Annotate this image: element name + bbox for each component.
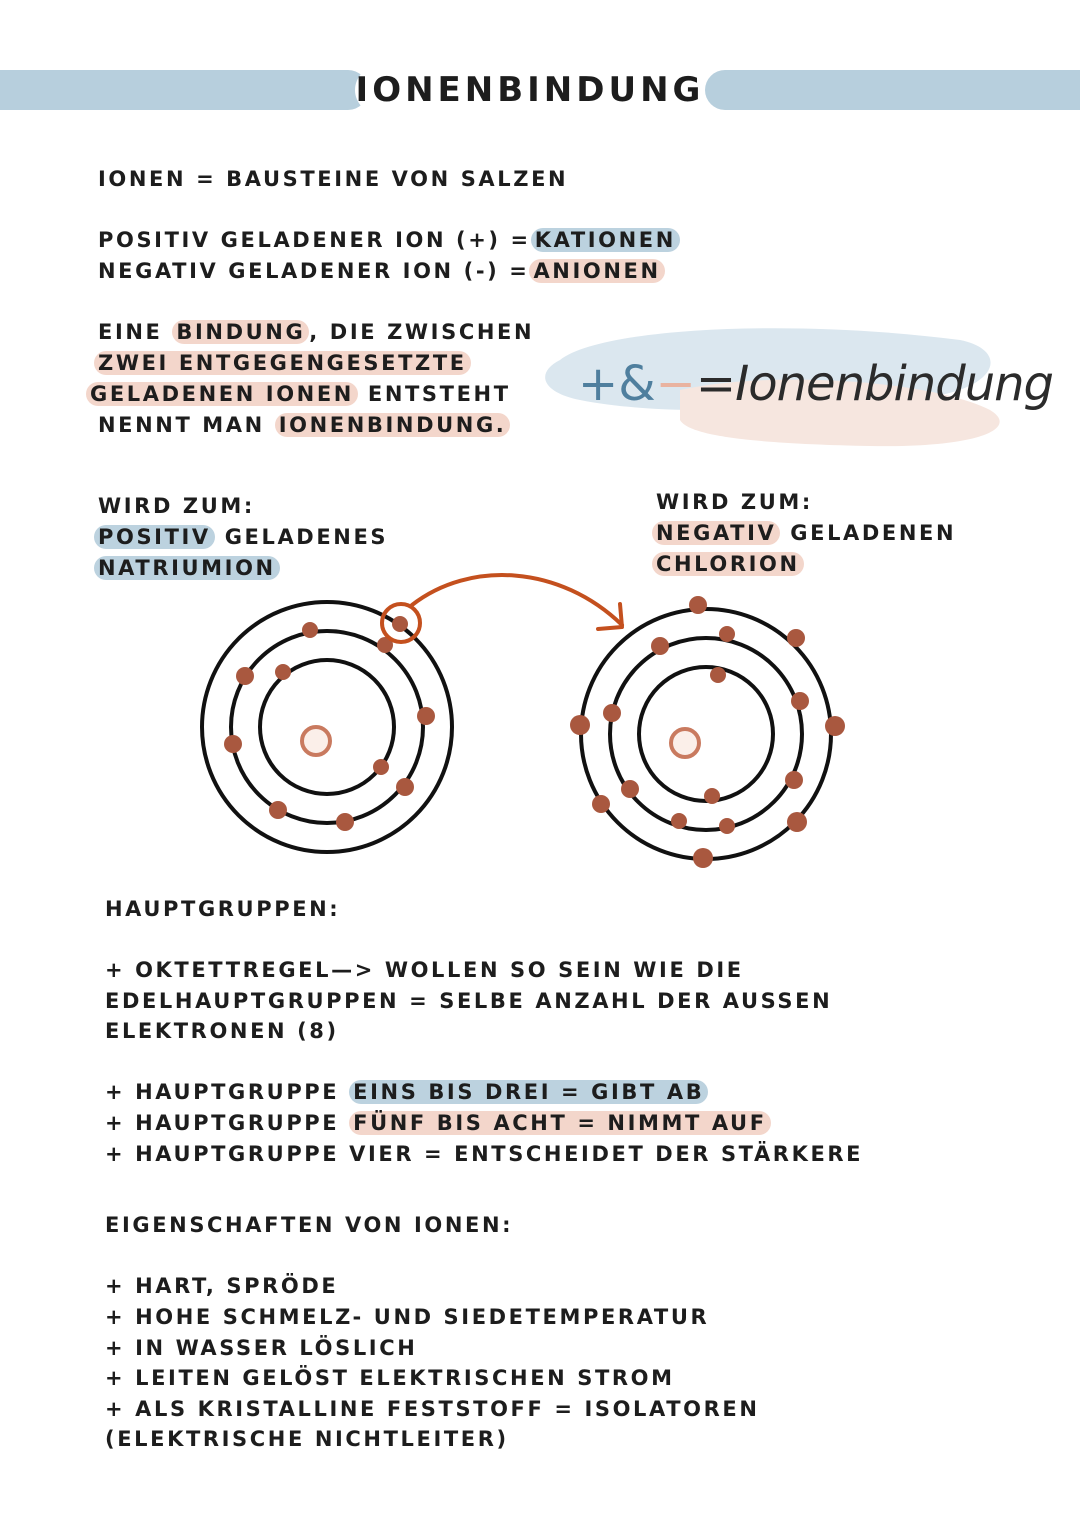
- electron: [787, 629, 805, 647]
- hauptgruppe-bullet-1: [105, 1078, 708, 1106]
- hauptgruppe-text: + HAUPTGRUPPE: [105, 1111, 350, 1135]
- kationen-term: KATIONEN: [531, 228, 680, 252]
- eigenschaften-heading: EIGENSCHAFTEN VON IONEN:: [105, 1213, 514, 1237]
- electron: [236, 667, 254, 685]
- sodium-text: GELADENES: [214, 525, 389, 549]
- electron: [689, 596, 707, 614]
- nimmt-auf-highlight: FÜNF BIS ACHT = NIMMT AUF: [349, 1111, 771, 1135]
- sodium-nucleus: [302, 727, 330, 755]
- eigenschaft-item: + ALS KRISTALLINE FESTSTOFF = ISOLATOREN: [105, 1397, 760, 1421]
- gibt-ab-highlight: EINS BIS DREI = GIBT AB: [349, 1080, 708, 1104]
- chlorine-label-1: WIRD ZUM:: [656, 490, 813, 514]
- definition-text: ENTSTEHT: [357, 382, 511, 406]
- electron: [336, 813, 354, 831]
- electron: [825, 716, 845, 736]
- hauptgruppe-bullet-3: + HAUPTGRUPPE VIER = ENTSCHEIDET DER STÄRKERE: [105, 1142, 864, 1166]
- electron: [302, 622, 318, 638]
- equals-sign: =: [695, 356, 736, 412]
- formula-word: Ionenbindung: [735, 356, 1053, 412]
- chlorine-shell-1: [639, 667, 773, 801]
- electron: [592, 795, 610, 813]
- ionenbindung-highlight: IONENBINDUNG.: [275, 413, 511, 437]
- bindung-highlight: BINDUNG: [172, 320, 309, 344]
- electron: [787, 812, 807, 832]
- anionen-term: ANIONEN: [529, 259, 664, 283]
- electron: [671, 813, 687, 829]
- positiv-highlight: POSITIV: [94, 525, 215, 549]
- eigenschaft-item: + HOHE SCHMELZ- UND SIEDETEMPERATUR: [105, 1305, 710, 1329]
- sodium-atom: [202, 602, 452, 852]
- electron: [417, 707, 435, 725]
- minus-sign: −: [655, 356, 696, 412]
- chlorine-atom: [570, 596, 845, 868]
- hauptgruppe-text: + HAUPTGRUPPE: [105, 1080, 350, 1104]
- page-title: IONENBINDUNG: [355, 66, 705, 114]
- electron: [651, 637, 669, 655]
- electron: [785, 771, 803, 789]
- negativ-prefix: NEGATIV GELADENER ION (-) =: [98, 259, 530, 283]
- electron: [373, 759, 389, 775]
- electron: [791, 692, 809, 710]
- electron: [224, 735, 242, 753]
- electron: [275, 664, 291, 680]
- transferred-electron: [392, 616, 408, 632]
- eigenschaft-item: + LEITEN GELÖST ELEKTRISCHEN STROM: [105, 1366, 675, 1390]
- electron: [719, 818, 735, 834]
- eigenschaft-item: (ELEKTRISCHE NICHTLEITER): [105, 1427, 509, 1451]
- entgegengesetzte-highlight: ZWEI ENTGEGENGESETZTE: [94, 351, 471, 375]
- electron: [693, 848, 713, 868]
- electron: [719, 626, 735, 642]
- electron: [603, 704, 621, 722]
- chlorine-nucleus: [671, 729, 699, 757]
- definition-text: EINE: [98, 320, 173, 344]
- oktett-line-2: EDELHAUPTGRUPPEN = SELBE ANZAHL DER AUSSEN: [105, 989, 833, 1013]
- definition-text: , DIE ZWISCHEN: [309, 320, 535, 344]
- electron: [570, 715, 590, 735]
- electron: [269, 801, 287, 819]
- geladenen-ionen-highlight: GELADENEN IONEN: [86, 382, 358, 406]
- sodium-shell-3: [202, 602, 452, 852]
- negativ-highlight: NEGATIV: [652, 521, 780, 545]
- natriumion-highlight: NATRIUMION: [94, 556, 280, 580]
- eigenschaft-item: + HART, SPRÖDE: [105, 1274, 339, 1298]
- oktett-line-3: ELEKTRONEN (8): [105, 1019, 339, 1043]
- eigenschaft-item: + IN WASSER LÖSLICH: [105, 1336, 418, 1360]
- ampersand: &: [618, 356, 656, 412]
- hauptgruppen-heading: HAUPTGRUPPEN:: [105, 897, 341, 921]
- sodium-electrons: [224, 616, 435, 831]
- electron: [710, 667, 726, 683]
- positiv-prefix: POSITIV GELADENER ION (+) =: [98, 228, 531, 252]
- sodium-shell-1: [260, 660, 394, 794]
- plus-sign: +: [578, 356, 619, 412]
- chlorine-text: GELADENEN: [780, 521, 957, 545]
- electron: [704, 788, 720, 804]
- intro-line: IONEN = BAUSTEINE VON SALZEN: [98, 167, 569, 191]
- oktett-line-1: + OKTETTREGEL—> WOLLEN SO SEIN WIE DIE: [105, 958, 744, 982]
- electron: [396, 778, 414, 796]
- sodium-label-1: WIRD ZUM:: [98, 494, 255, 518]
- chlorion-highlight: CHLORION: [652, 552, 804, 576]
- hauptgruppe-bullet-2: [105, 1109, 771, 1137]
- transfer-arrow: [412, 575, 622, 625]
- definition-text: NENNT MAN: [98, 413, 275, 437]
- electron: [621, 780, 639, 798]
